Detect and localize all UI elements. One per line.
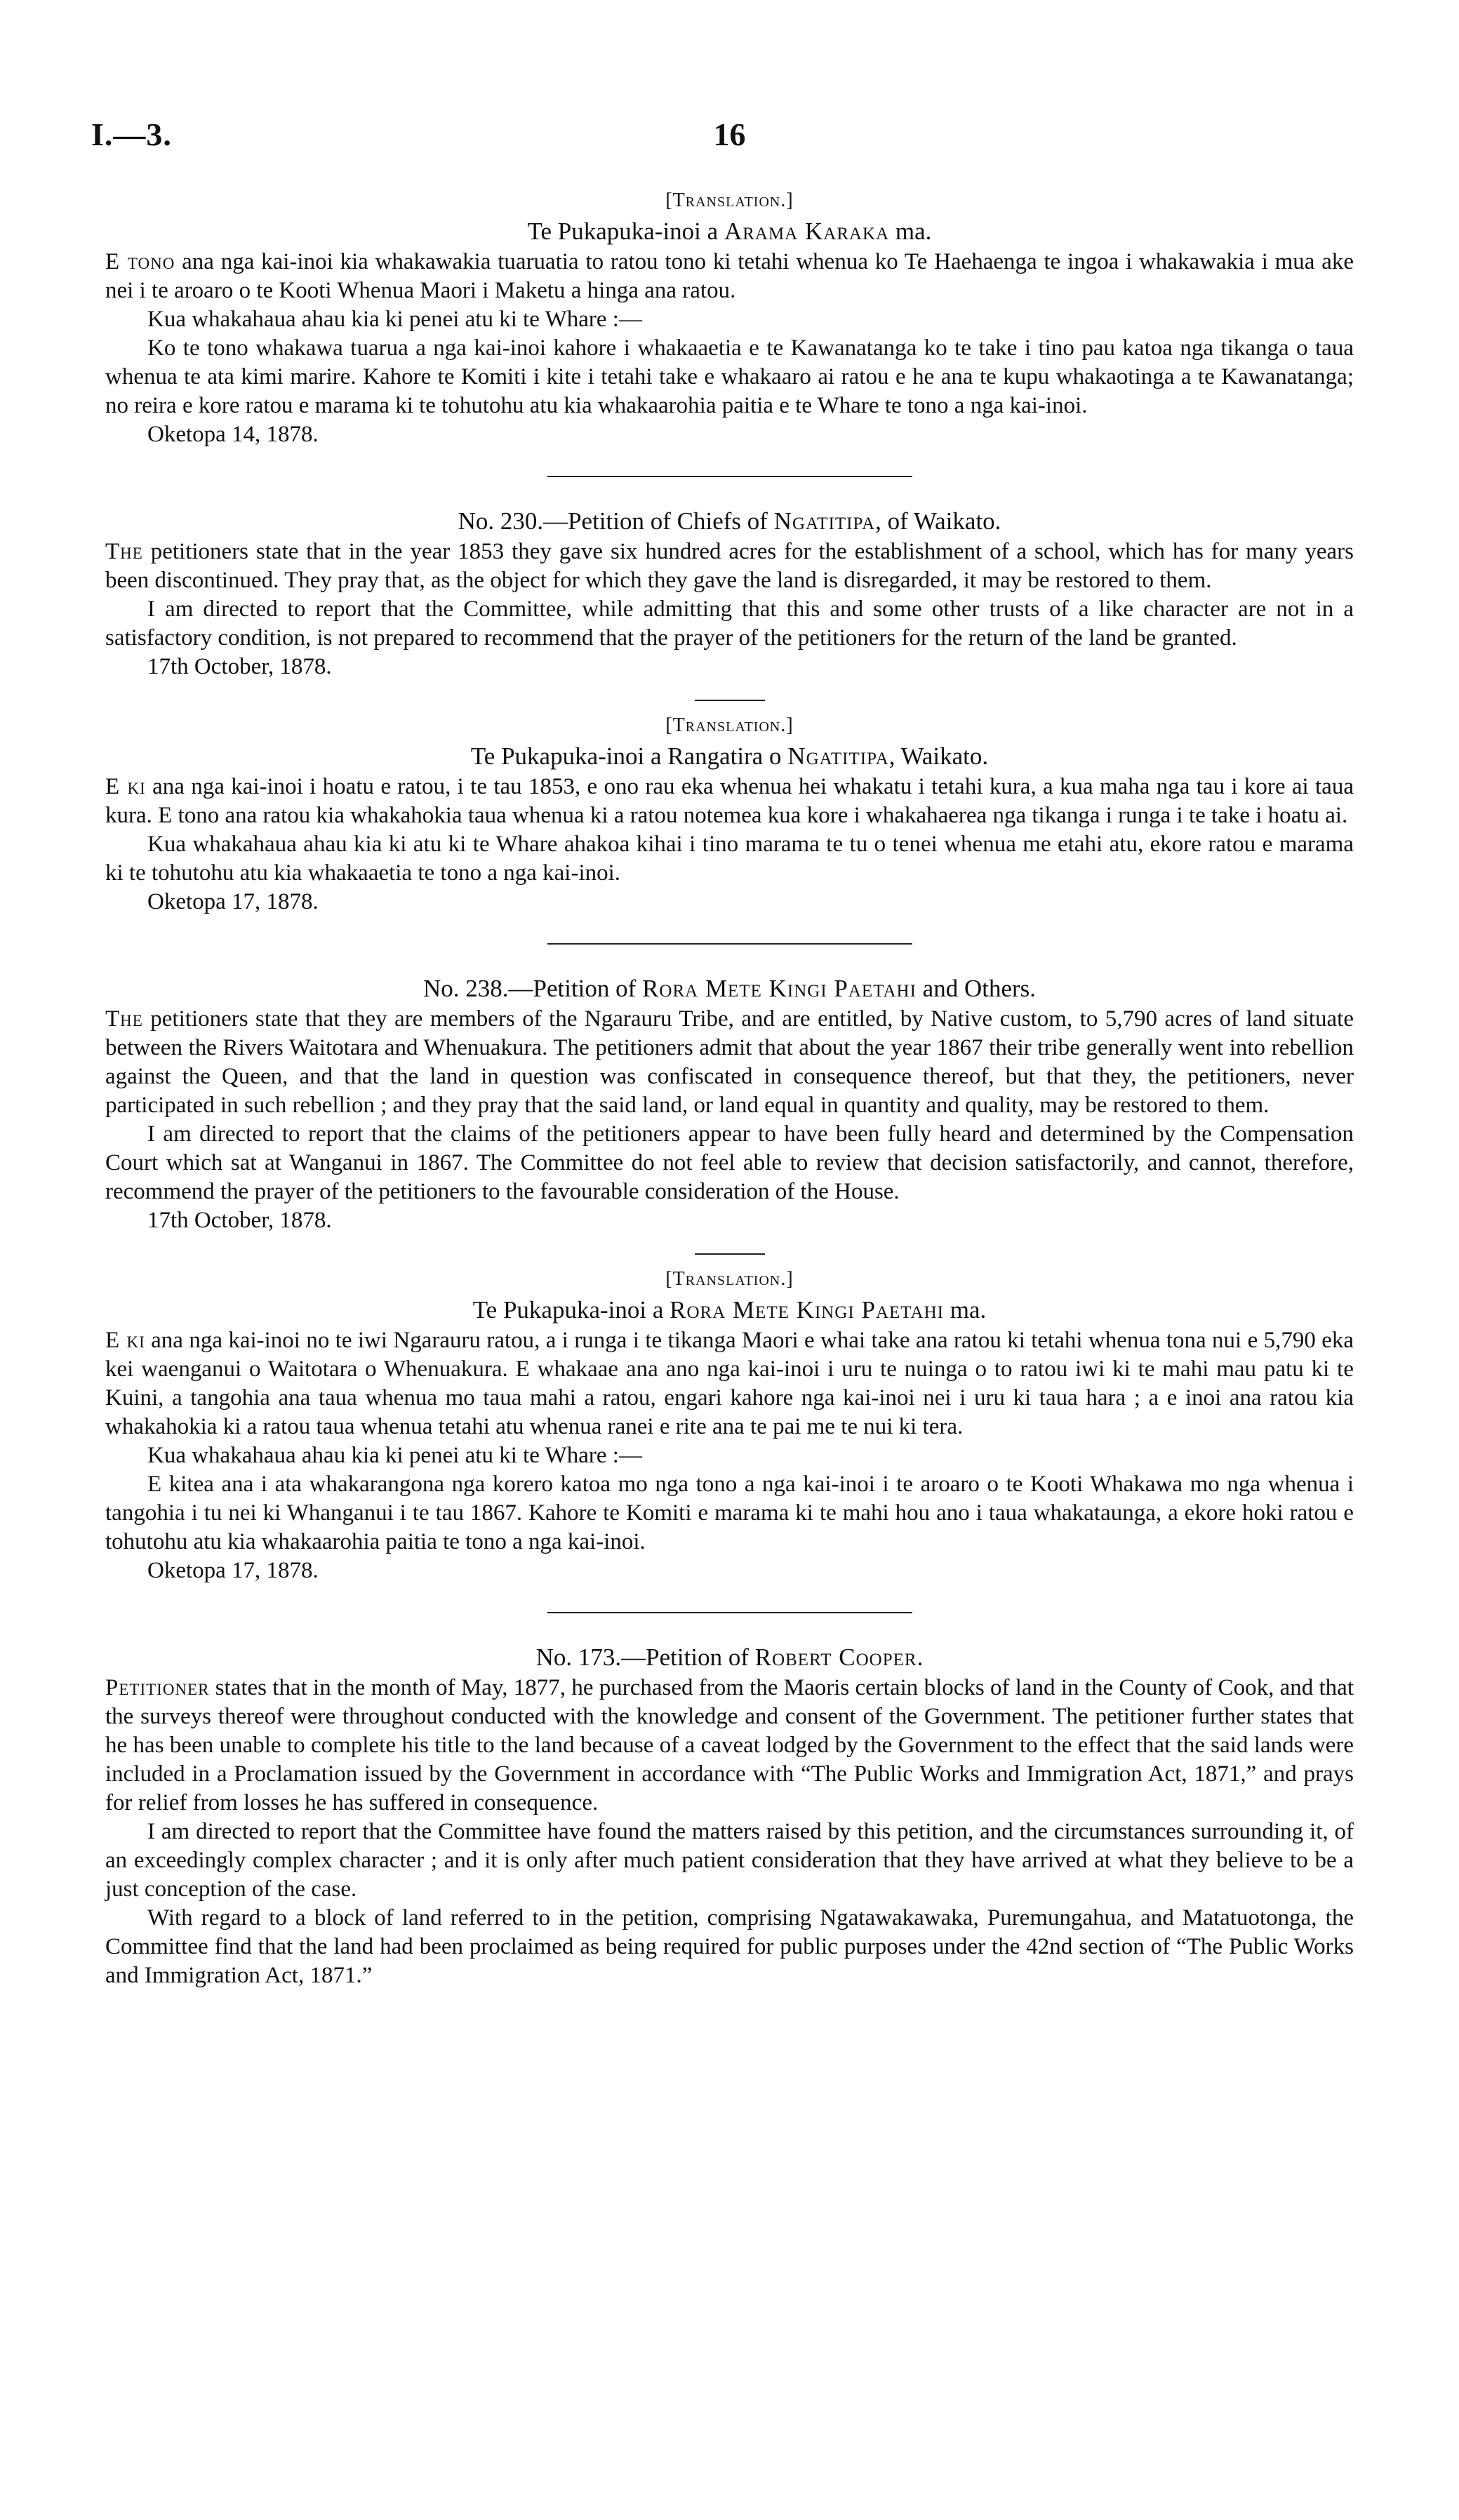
paper-reference: I.—3. bbox=[91, 116, 172, 152]
running-header bbox=[91, 95, 1354, 158]
petition-230 bbox=[105, 505, 1354, 681]
translation-label: [Translation.] bbox=[665, 714, 794, 736]
translation-label: [Translation.] bbox=[665, 189, 794, 211]
paragraph: The petitioners state that they are members of the Ngarauru Tribe, and are entitled, by Native custom, to 5,790 acres of land situate between the Rivers Waitotara and Whenuakura. The petitioners admit that about the year 1867 their tribe generally went into rebellion against the Queen, and that the land in question was confiscated in consequence thereof, but that they, the petitioners, never participated in such rebellion ; and they pray that the said land, or land equal in quantity and quality, may be restored to them. bbox=[105, 1006, 1354, 1118]
translation-arama-karaka bbox=[105, 186, 1354, 449]
paragraph: E ki ana nga kai-inoi no te iwi Ngarauru ratou, a i runga i te tikanga Maori e whai take ana ratou ki tetahi whenua tona nui e 5,790 eka kei waenganui o Waitotara o Whenuakura. E whakaae ana ano nga kai-inoi i uru te nuinga o to ratou iwi ki te mahi mau patu ki te Kuini, a tangohia ana taua whenua mo taua mahi a ratou, engari kahore nga kai-inoi nei i uru ki taua hara ; a e inoi ana ratou kia whakahokia ki a ratou taua whenua tetahi atu whenua ranei e rite ana te pai me te nui ki tera. bbox=[105, 1328, 1354, 1439]
section-title: No. 238.—Petition of Rora Mete Kingi Paetahi and Others. bbox=[422, 975, 1037, 1002]
section-date: 17th October, 1878. bbox=[147, 1208, 332, 1233]
section-divider bbox=[547, 943, 912, 945]
page-number: 16 bbox=[713, 116, 746, 152]
paragraph: E ki ana nga kai-inoi i hoatu e ratou, i te tau 1853, e ono rau eka whenua hei whakatu i tetahi kura, a kua maha nga tau i kore ai taua kura. E tono ana ratou kia whakahokia taua whenua ki a ratou notemea kua kore i whakahaerea nga tikanga i runga i te take i hoatu ai. bbox=[105, 774, 1354, 828]
paragraph: With regard to a block of land referred to in the petition, comprising Ngatawakawaka, Puremungahua, and Matatuotonga, the Committee find that the land had been proclaimed as being required for public purposes under the 42nd section of “The Public Works and Immigration Act, 1871.” bbox=[105, 1905, 1354, 1988]
paragraph: Kua whakahaua ahau kia ki atu ki te Whare ahakoa kihai i tino marama te tu o tenei whenua me etahi atu, ekore ratou e marama ki te tohutohu atu kia whakaaetia te tono a nga kai-inoi. bbox=[105, 832, 1354, 886]
translation-label: [Translation.] bbox=[665, 1268, 794, 1290]
section-divider bbox=[547, 1612, 912, 1613]
section-title: Te Pukapuka-inoi a Rangatira o Ngatitipa, Waikato. bbox=[470, 742, 989, 770]
section-divider bbox=[547, 476, 912, 477]
translation-ngatitipa bbox=[105, 711, 1354, 916]
section-date: Oketopa 17, 1878. bbox=[147, 1558, 319, 1583]
paragraph: I am directed to report that the claims of the petitioners appear to have been fully heard and determined by the Compensation Court which sat at Wanganui in 1867. The Committee do not feel able to review that decision satisfactorily, and cannot, therefore, recommend the prayer of the petitioners to the favourable consideration of the House. bbox=[105, 1121, 1354, 1204]
section-title: Te Pukapuka-inoi a Rora Mete Kingi Paetahi ma. bbox=[472, 1296, 987, 1324]
section-date: Oketopa 14, 1878. bbox=[147, 422, 319, 447]
section-title: Te Pukapuka-inoi a Arama Karaka ma. bbox=[527, 218, 932, 245]
paragraph: Petitioner states that in the month of May, 1877, he purchased from the Maoris certain blocks of land in the County of Cook, and that the surveys thereof were throughout conducted with the knowledge and consent of the Government. The petitioner further states that he has been unable to complete his title to the land because of a caveat lodged by the Government to the effect that the said lands were included in a Proclamation issued by the Government in accordance with “The Public Works and Immigration Act, 1871,” and prays for relief from losses he has suffered in consequence. bbox=[105, 1675, 1354, 1815]
section-date: 17th October, 1878. bbox=[147, 654, 332, 679]
section-title: No. 173.—Petition of Robert Cooper. bbox=[535, 1644, 924, 1671]
translation-rora-mete-kingi-paetahi bbox=[105, 1265, 1354, 1585]
paragraph: The petitioners state that in the year 1853 they gave six hundred acres for the establishment of a school, which has for many years been discontinued. They pray that, as the object for which they gave the land is disregarded, it may be restored to them. bbox=[105, 539, 1354, 593]
paragraph: E kitea ana i ata whakarangona nga korero katoa mo nga tono a nga kai-inoi i te aroaro o te Kooti Whakawa mo nga whenua i tangohia i tu nei ki Whanganui i te tau 1867. Kahore te Komiti e marama ki te mahi hou ano i taua whakataunga, a ekore hoki ratou e tohutohu atu kia whakaarohia paitia te tono a nga kai-inoi. bbox=[105, 1472, 1354, 1554]
translation-divider bbox=[695, 700, 765, 701]
translation-divider bbox=[695, 1253, 765, 1255]
section-date: Oketopa 17, 1878. bbox=[147, 889, 319, 914]
paragraph: E tono ana nga kai-inoi kia whakawakia tuaruatia to ratou tono ki tetahi whenua ko Te Haehaenga te ingoa i whakawakia i mua ake nei i te aroaro o te Kooti Whenua Maori i Maketu a hinga ana ratou. bbox=[105, 249, 1354, 303]
petition-238 bbox=[105, 973, 1354, 1235]
paragraph: I am directed to report that the Committee, while admitting that this and some other trusts of a like character are not in a satisfactory condition, is not prepared to recommend that the prayer of the petitioners for the return of the land be granted. bbox=[105, 596, 1354, 651]
paragraph: I am directed to report that the Committee have found the matters raised by this petition, and the circumstances surrounding it, of an exceedingly complex character ; and it is only after much patient consideration that they have arrived at what they believe to be a just conception of the case. bbox=[105, 1819, 1354, 1902]
section-title: No. 230.—Petition of Chiefs of Ngatitipa, of Waikato. bbox=[458, 507, 1001, 535]
paragraph: Kua whakahaua ahau kia ki penei atu ki te Whare :— bbox=[147, 307, 642, 332]
paragraph: Kua whakahaua ahau kia ki penei atu ki te Whare :— bbox=[147, 1443, 642, 1468]
paragraph: Ko te tono whakawa tuarua a nga kai-inoi kahore i whakaaetia e te Kawanatanga ko te take i tino pau katoa nga tikanga o taua whenua te ata kimi marire. Kahore te Komiti i kite i tetahi take e whakaaro ai ratou e he ana te kupu whakaotinga a te Kawanatanga; no reira e kore ratou e marama ki te tohutohu atu kia whakaarohia paitia e te Whare te tono a nga kai-inoi. bbox=[105, 335, 1354, 418]
petition-173 bbox=[105, 1641, 1354, 1990]
